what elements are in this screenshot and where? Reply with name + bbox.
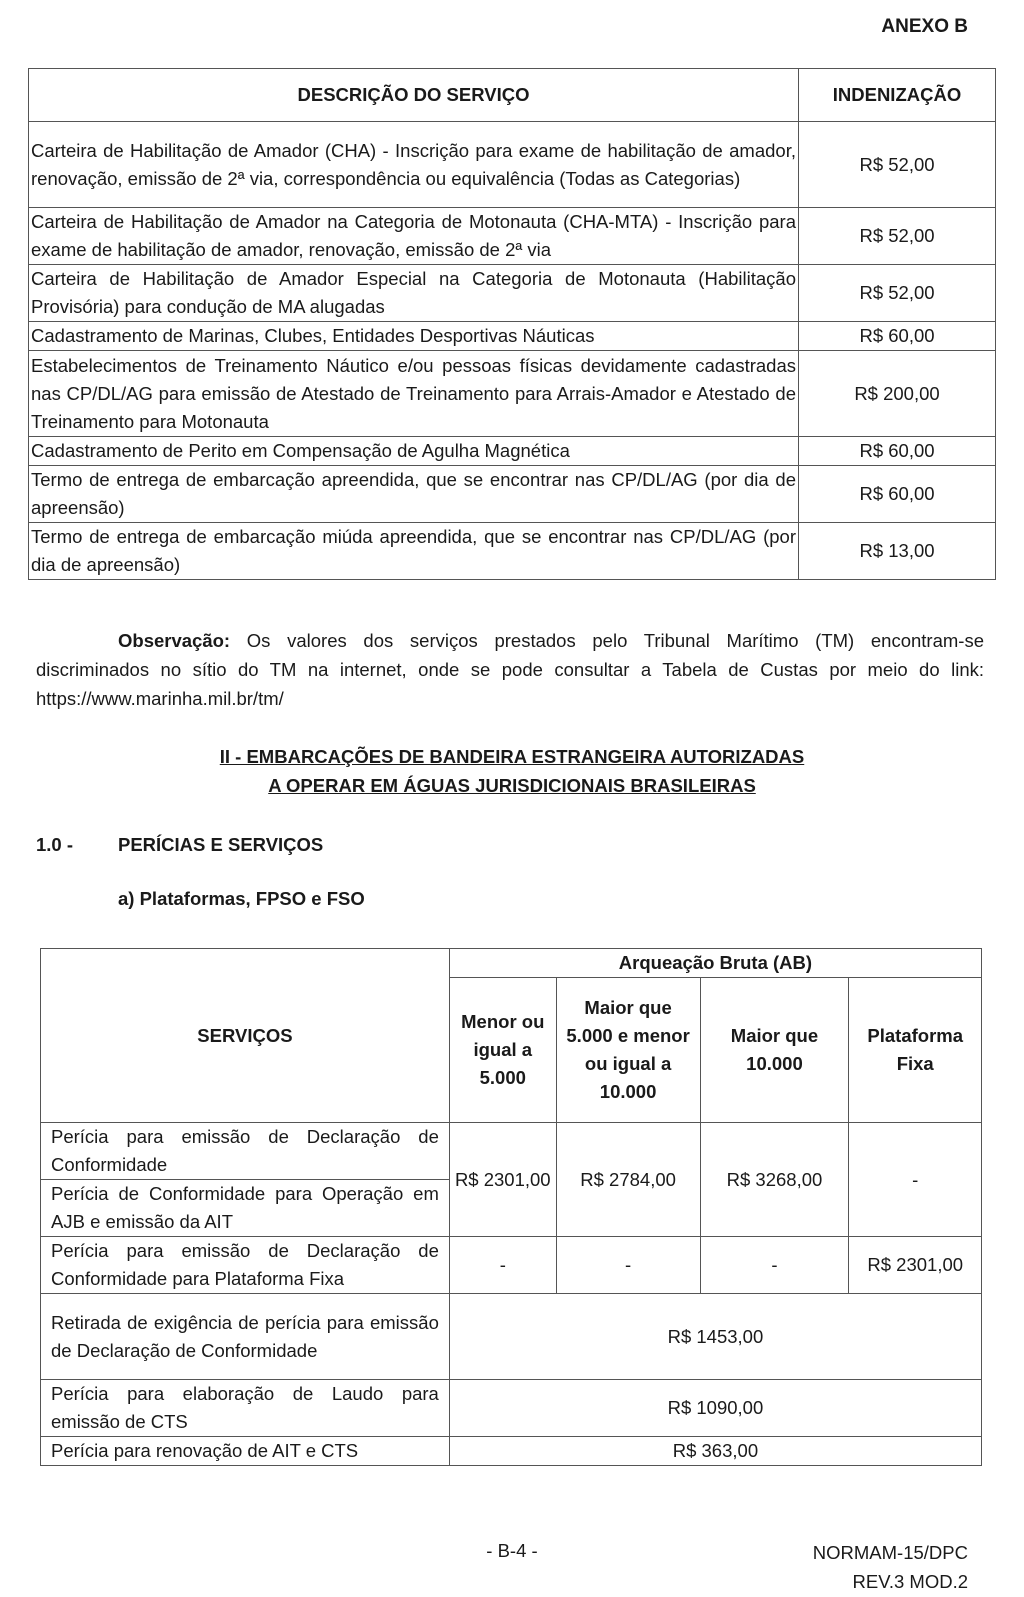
fee-value: R$ 1453,00 <box>449 1294 981 1380</box>
fee-value: - <box>449 1237 556 1294</box>
section-title <box>0 742 1024 800</box>
table-row <box>41 1123 982 1180</box>
service-value: R$ 60,00 <box>799 466 996 523</box>
table-row <box>41 1237 982 1294</box>
service-description: Cadastramento de Marinas, Clubes, Entidades Desportivas Náuticas <box>29 322 799 351</box>
service-description: Carteira de Habilitação de Amador na Categoria de Motonauta (CHA-MTA) - Inscrição para exame de habilitação de amador, renovação, emissão de 2ª via <box>29 208 799 265</box>
service-value: R$ 200,00 <box>799 351 996 437</box>
service-description: Termo de entrega de embarcação apreendida, que se encontrar nas CP/DL/AG (por dia de apreensão) <box>29 466 799 523</box>
service-description: Perícia para emissão de Declaração de Conformidade para Plataforma Fixa <box>41 1237 450 1294</box>
col-header-5000-10000: Maior que 5.000 e menor ou igual a 10.000 <box>556 978 700 1123</box>
gross-tonnage-header: Arqueação Bruta (AB) <box>449 949 981 978</box>
fee-value: R$ 2301,00 <box>849 1237 982 1294</box>
services-fee-table <box>28 68 996 580</box>
table-row <box>29 437 996 466</box>
service-value: R$ 52,00 <box>799 265 996 322</box>
table-row <box>41 1294 982 1380</box>
observation-paragraph <box>36 626 984 713</box>
table-row <box>29 523 996 580</box>
document-reference <box>813 1538 968 1596</box>
service-description: Cadastramento de Perito em Compensação de Agulha Magnética <box>29 437 799 466</box>
table-row <box>41 1380 982 1437</box>
table-row <box>29 208 996 265</box>
service-description: Perícia de Conformidade para Operação em AJB e emissão da AIT <box>41 1180 450 1237</box>
fee-value: R$ 3268,00 <box>700 1123 849 1237</box>
service-description: Perícia para elaboração de Laudo para emissão de CTS <box>41 1380 450 1437</box>
description-header: DESCRIÇÃO DO SERVIÇO <box>29 69 799 122</box>
fee-value: R$ 1090,00 <box>449 1380 981 1437</box>
col-header-fixed-platform: Plataforma Fixa <box>849 978 982 1123</box>
table-row <box>29 351 996 437</box>
service-value: R$ 60,00 <box>799 437 996 466</box>
service-description: Retirada de exigência de perícia para emissão de Declaração de Conformidade <box>41 1294 450 1380</box>
table-row <box>29 466 996 523</box>
table-row <box>29 265 996 322</box>
fee-value: R$ 2784,00 <box>556 1123 700 1237</box>
fee-value: R$ 2301,00 <box>449 1123 556 1237</box>
service-description: Carteira de Habilitação de Amador Especial na Categoria de Motonauta (Habilitação Provisória) para condução de MA alugadas <box>29 265 799 322</box>
service-value: R$ 13,00 <box>799 523 996 580</box>
observation-label: Observação: <box>118 630 231 651</box>
col-header-le-5000: Menor ou igual a 5.000 <box>449 978 556 1123</box>
service-value: R$ 52,00 <box>799 208 996 265</box>
service-value: R$ 52,00 <box>799 122 996 208</box>
section-title-line2: A OPERAR EM ÁGUAS JURISDICIONAIS BRASILEIRAS <box>268 775 756 796</box>
table-header-row <box>29 69 996 122</box>
fee-value: - <box>556 1237 700 1294</box>
fee-value: - <box>700 1237 849 1294</box>
service-description: Termo de entrega de embarcação miúda apreendida, que se encontrar nas CP/DL/AG (por dia de apreensão) <box>29 523 799 580</box>
subsection-title: a) Plataformas, FPSO e FSO <box>118 888 365 909</box>
service-description: Perícia para emissão de Declaração de Conformidade <box>41 1123 450 1180</box>
fee-value: - <box>849 1123 982 1237</box>
observation-text: Os valores dos serviços prestados pelo Tribunal Marítimo (TM) encontram-se discriminados no sítio do TM na internet, onde se pode consultar a Tabela de Custas por meio do link: https://www.marinha.mil.br/tm/ <box>36 630 984 709</box>
section-name: PERÍCIAS E SERVIÇOS <box>118 834 324 855</box>
foreign-vessel-fee-table <box>40 948 982 1466</box>
service-description: Estabelecimentos de Treinamento Náutico e/ou pessoas físicas devidamente cadastradas nas CP/DL/AG para emissão de Atestado de Treinamento para Arrais-Amador e Atestado de Treinamento para Motonauta <box>29 351 799 437</box>
fee-value: R$ 363,00 <box>449 1437 981 1466</box>
table-row <box>41 1437 982 1466</box>
section-number: 1.0 - <box>36 834 74 855</box>
table-header-row <box>41 949 982 978</box>
document-reference-line1: NORMAM-15/DPC <box>812 1542 968 1563</box>
service-description: Perícia para renovação de AIT e CTS <box>41 1437 450 1466</box>
col-header-gt-10000: Maior que 10.000 <box>700 978 849 1123</box>
annex-label: ANEXO B <box>881 16 968 37</box>
table-row <box>29 322 996 351</box>
table-row <box>29 122 996 208</box>
indemnity-header: INDENIZAÇÃO <box>799 69 996 122</box>
document-reference-line2: REV.3 MOD.2 <box>852 1571 968 1592</box>
services-header: SERVIÇOS <box>41 949 450 1123</box>
service-description: Carteira de Habilitação de Amador (CHA) - Inscrição para exame de habilitação de amador, renovação, emissão de 2ª via, correspondência ou equivalência (Todas as Categorias) <box>29 122 799 208</box>
section-title-line1: II - EMBARCAÇÕES DE BANDEIRA ESTRANGEIRA AUTORIZADAS <box>219 746 805 767</box>
page-number: - B-4 - <box>486 1540 538 1561</box>
service-value: R$ 60,00 <box>799 322 996 351</box>
